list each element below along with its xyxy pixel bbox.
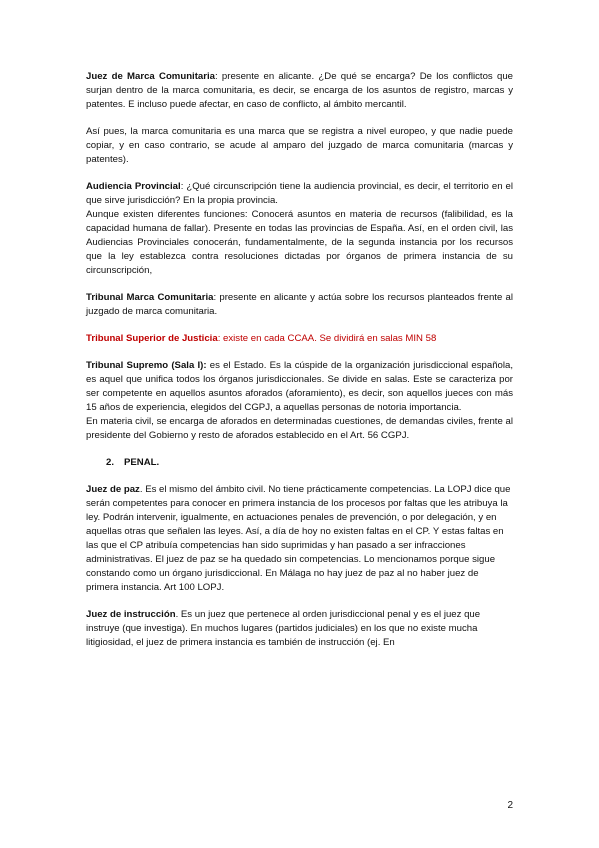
paragraph-juez-marca-comunitaria <box>86 70 513 112</box>
paragraph-audiencia-provincial <box>86 180 513 208</box>
paragraph-text: Así pues, la marca comunitaria es una marca que se registra a nivel europeo, y que nadie puede copiar, y en caso contrario, se acude al amparo del juzgado de marca comunitaria (marcas y patentes). <box>86 126 513 165</box>
term-juez-de-instruccion: Juez de instrucción <box>86 609 176 620</box>
term-tribunal-marca-comunitaria: Tribunal Marca Comunitaria <box>86 292 214 303</box>
page-number: 2 <box>507 800 513 811</box>
term-juez-marca-comunitaria: Juez de Marca Comunitaria <box>86 71 215 82</box>
section-number: 2. <box>106 457 115 468</box>
section-heading-penal <box>106 456 513 470</box>
paragraph-tribunal-superior-justicia <box>86 332 513 346</box>
term-juez-de-paz: Juez de paz <box>86 484 140 495</box>
paragraph-text: En materia civil, se encarga de aforados en determinadas cuestiones, de demandas civiles, frente al presidente del Gobierno y resto de aforados establecido en el Art. 56 CGPJ. <box>86 416 513 441</box>
term-tribunal-supremo: Tribunal Supremo (Sala I): <box>86 360 207 371</box>
paragraph-audiencia-provincial-funciones <box>86 208 513 278</box>
paragraph-text: Aunque existen diferentes funciones: Conocerá asuntos en materia de recursos (falibilidad, es la capacidad humana de fallar). Presente en todas las provincias de España. Así, en el orden civil, las Audiencias Provinciales conocerán, fundamentalmente, de la segunda instancia por los recursos que la ley establezca contra resoluciones dictadas por órganos de primera instancia de su circunscripción, <box>86 209 513 276</box>
paragraph-text: . Es el mismo del ámbito civil. No tiene prácticamente competencias. La LOPJ dice que serán competentes para conocer en primera instancia de los procesos por faltas que les atribuya la ley. Podrán intervenir, igualmente, en actuaciones penales de prevención, o por delegación, y en aquellas otras que señalen las leyes. Así, a día de hoy no existen faltas en el CP. Y estas faltas en las que el CP atribuía competencias han sido suprimidas y han pasado a ser infracciones administrativas. El juez de paz se ha quedado sin competencias. Lo mencionamos porque sigue constando como un órgano jurisdiccional. En Málaga no hay juez de paz al no haber juez de primera instancia. Art 100 LOPJ. <box>86 484 511 593</box>
paragraph-text: : ¿Qué circunscripción tiene la audiencia provincial, es decir, el territorio en el que sirve jurisdicción? En la propia provincia. <box>86 181 513 206</box>
paragraph-marca-comunitaria-explicacion <box>86 125 513 167</box>
paragraph-text: : existe en cada CCAA. Se dividirá en salas MIN 58 <box>217 333 437 344</box>
paragraph-text: . Es un juez que pertenece al orden jurisdiccional penal y es el juez que instruye (que investiga). En muchos lugares (partidos judiciales) en los que no existe mucha litigiosidad, el juez de primera instancia es también de instrucción (ej. En <box>86 609 481 648</box>
paragraph-tribunal-supremo-civil <box>86 415 513 443</box>
paragraph-tribunal-marca-comunitaria <box>86 291 513 319</box>
term-audiencia-provincial: Audiencia Provincial <box>86 181 181 192</box>
paragraph-text: : presente en alicante. ¿De qué se encarga? De los conflictos que surjan dentro de la marca comunitaria, es decir, se encarga de los asuntos de registro, marcas y patentes. E incluso puede afectar, en caso de conflicto, al ámbito mercantil. <box>86 71 513 110</box>
term-tribunal-superior-justicia: Tribunal Superior de Justicia <box>86 333 218 344</box>
paragraph-tribunal-supremo <box>86 359 513 415</box>
paragraph-text: : presente en alicante y actúa sobre los recursos planteados frente al juzgado de marca comunitaria. <box>86 292 513 317</box>
paragraph-juez-de-paz <box>86 483 513 595</box>
paragraph-juez-de-instruccion <box>86 608 513 650</box>
section-title: PENAL. <box>124 457 160 468</box>
paragraph-text: es el Estado. Es la cúspide de la organización jurisdiccional española, es aquel que unifica todos los órganos jurisdiccionales. Se divide en salas. Este se caracteriza por ser competente en aquellos asuntos aforados (aforamiento), es decir, son aquellos jueces con más 15 años de experiencia, elegidos del CGPJ, a aquellas personas de notoria importancia. <box>86 360 513 413</box>
